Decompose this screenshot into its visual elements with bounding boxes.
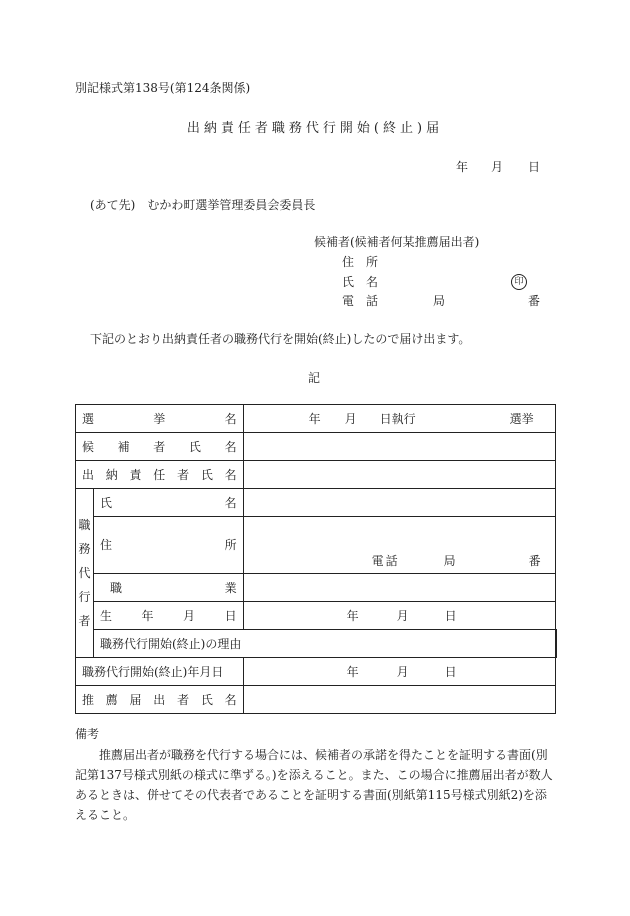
agent-tel-kyoku: 局 [443, 554, 456, 568]
applicant-name-label: 氏名 [342, 275, 391, 289]
election-month: 月 [344, 412, 357, 426]
applicant-tel-label: 電話 [342, 294, 391, 308]
row-agent-name [76, 489, 557, 517]
applicant-address-label: 住所 [342, 255, 391, 269]
row-agent-address [76, 517, 557, 574]
birth-month: 月 [396, 609, 409, 623]
election-day: 日執行 [379, 412, 416, 426]
addressee-prefix: (あて先) [90, 198, 136, 212]
applicant-heading: 候補者(候補者何某推薦届出者) [314, 235, 480, 249]
notes-text: 推薦届出者が職務を代行する場合には、候補者の承諾を得たことを証明する書面(別記第137号様式別紙の様式に準ずる。)を添えること。また、この場合に推薦届出者が数人あるときは、併せてその代表者であることを証明する書面(別紙第115号様式別紙2)を添えること。 [75, 748, 553, 822]
agent-occupation-value-cell[interactable] [243, 574, 555, 602]
row-treasurer [76, 461, 557, 489]
reason-label-cell [93, 630, 555, 658]
addressee-name: むかわ町選挙管理委員会委員長 [147, 198, 316, 212]
date-day-label: 日 [528, 160, 541, 174]
date-year-label: 年 [456, 160, 469, 174]
candidate-value-cell[interactable] [243, 433, 555, 461]
treasurer-label-cell [76, 461, 244, 489]
notification-form-table [75, 404, 557, 714]
agent-address-label-cell [93, 517, 243, 574]
recommender-label: 推 薦 届 出 者 氏 名 [82, 692, 237, 707]
row-recommender [76, 686, 557, 714]
notes-heading: 備考 [75, 727, 100, 741]
recommender-label-cell [76, 686, 244, 714]
agent-tel-label: 電話 [371, 554, 400, 568]
agent-name-label: 氏 名 [99, 495, 237, 510]
agent-birth-label-cell [93, 602, 243, 630]
election-label-cell [76, 405, 244, 433]
agent-name-value-cell[interactable] [243, 489, 555, 517]
seal-mark: 印 [511, 274, 527, 290]
start-date-year: 年 [346, 665, 359, 679]
row-election [76, 405, 557, 433]
birth-year: 年 [346, 609, 359, 623]
page-title: 出納責任者職務代行開始(終止)届 [186, 121, 444, 136]
date-month-label: 月 [491, 160, 504, 174]
reason-value-cell[interactable] [556, 630, 557, 658]
treasurer-label: 出 納 責 任 者 氏 名 [82, 467, 237, 482]
election-label: 選 挙 名 [82, 411, 237, 426]
agent-vertical-label: 職 務 代 行 者 [76, 489, 94, 658]
agent-occupation-label: 職 業 [109, 580, 237, 595]
recommender-value-cell[interactable] [243, 686, 555, 714]
agent-birth-value-cell[interactable] [243, 602, 555, 630]
row-reason [76, 630, 557, 658]
candidate-label: 候 補 者 氏 名 [82, 439, 237, 454]
agent-occupation-label-cell [93, 574, 243, 602]
agent-address-label: 住 所 [99, 538, 237, 552]
row-agent-occupation [76, 574, 557, 602]
ki-heading: 記 [308, 371, 321, 385]
election-value-cell[interactable] [243, 405, 555, 433]
row-candidate [76, 433, 557, 461]
agent-name-label-cell [93, 489, 243, 517]
date-value-cell[interactable] [243, 658, 555, 686]
date-label-cell [76, 658, 244, 686]
date-label: 職務代行開始(終止)年月日 [82, 664, 224, 679]
row-agent-birth [76, 602, 557, 630]
applicant-tel-ban: 番 [528, 294, 541, 308]
applicant-tel-kyoku: 局 [433, 294, 446, 308]
agent-birth-label: 生 年 月 日 [99, 608, 237, 623]
start-date-month: 月 [396, 665, 409, 679]
election-suffix: 選挙 [509, 412, 534, 426]
reason-label: 職務代行開始(終止)の理由 [99, 636, 242, 651]
agent-tel-ban: 番 [528, 554, 541, 568]
agent-address-value-cell[interactable] [243, 517, 555, 574]
candidate-label-cell [76, 433, 244, 461]
start-date-day: 日 [444, 665, 457, 679]
body-text: 下記のとおり出納責任者の職務代行を開始(終止)したので届け出ます。 [90, 332, 471, 346]
birth-day: 日 [444, 609, 457, 623]
addressee [90, 199, 315, 211]
election-year: 年 [308, 412, 321, 426]
row-start-date [76, 658, 557, 686]
form-reference: 別記様式第138号(第124条関係) [75, 81, 251, 95]
treasurer-value-cell[interactable] [243, 461, 555, 489]
